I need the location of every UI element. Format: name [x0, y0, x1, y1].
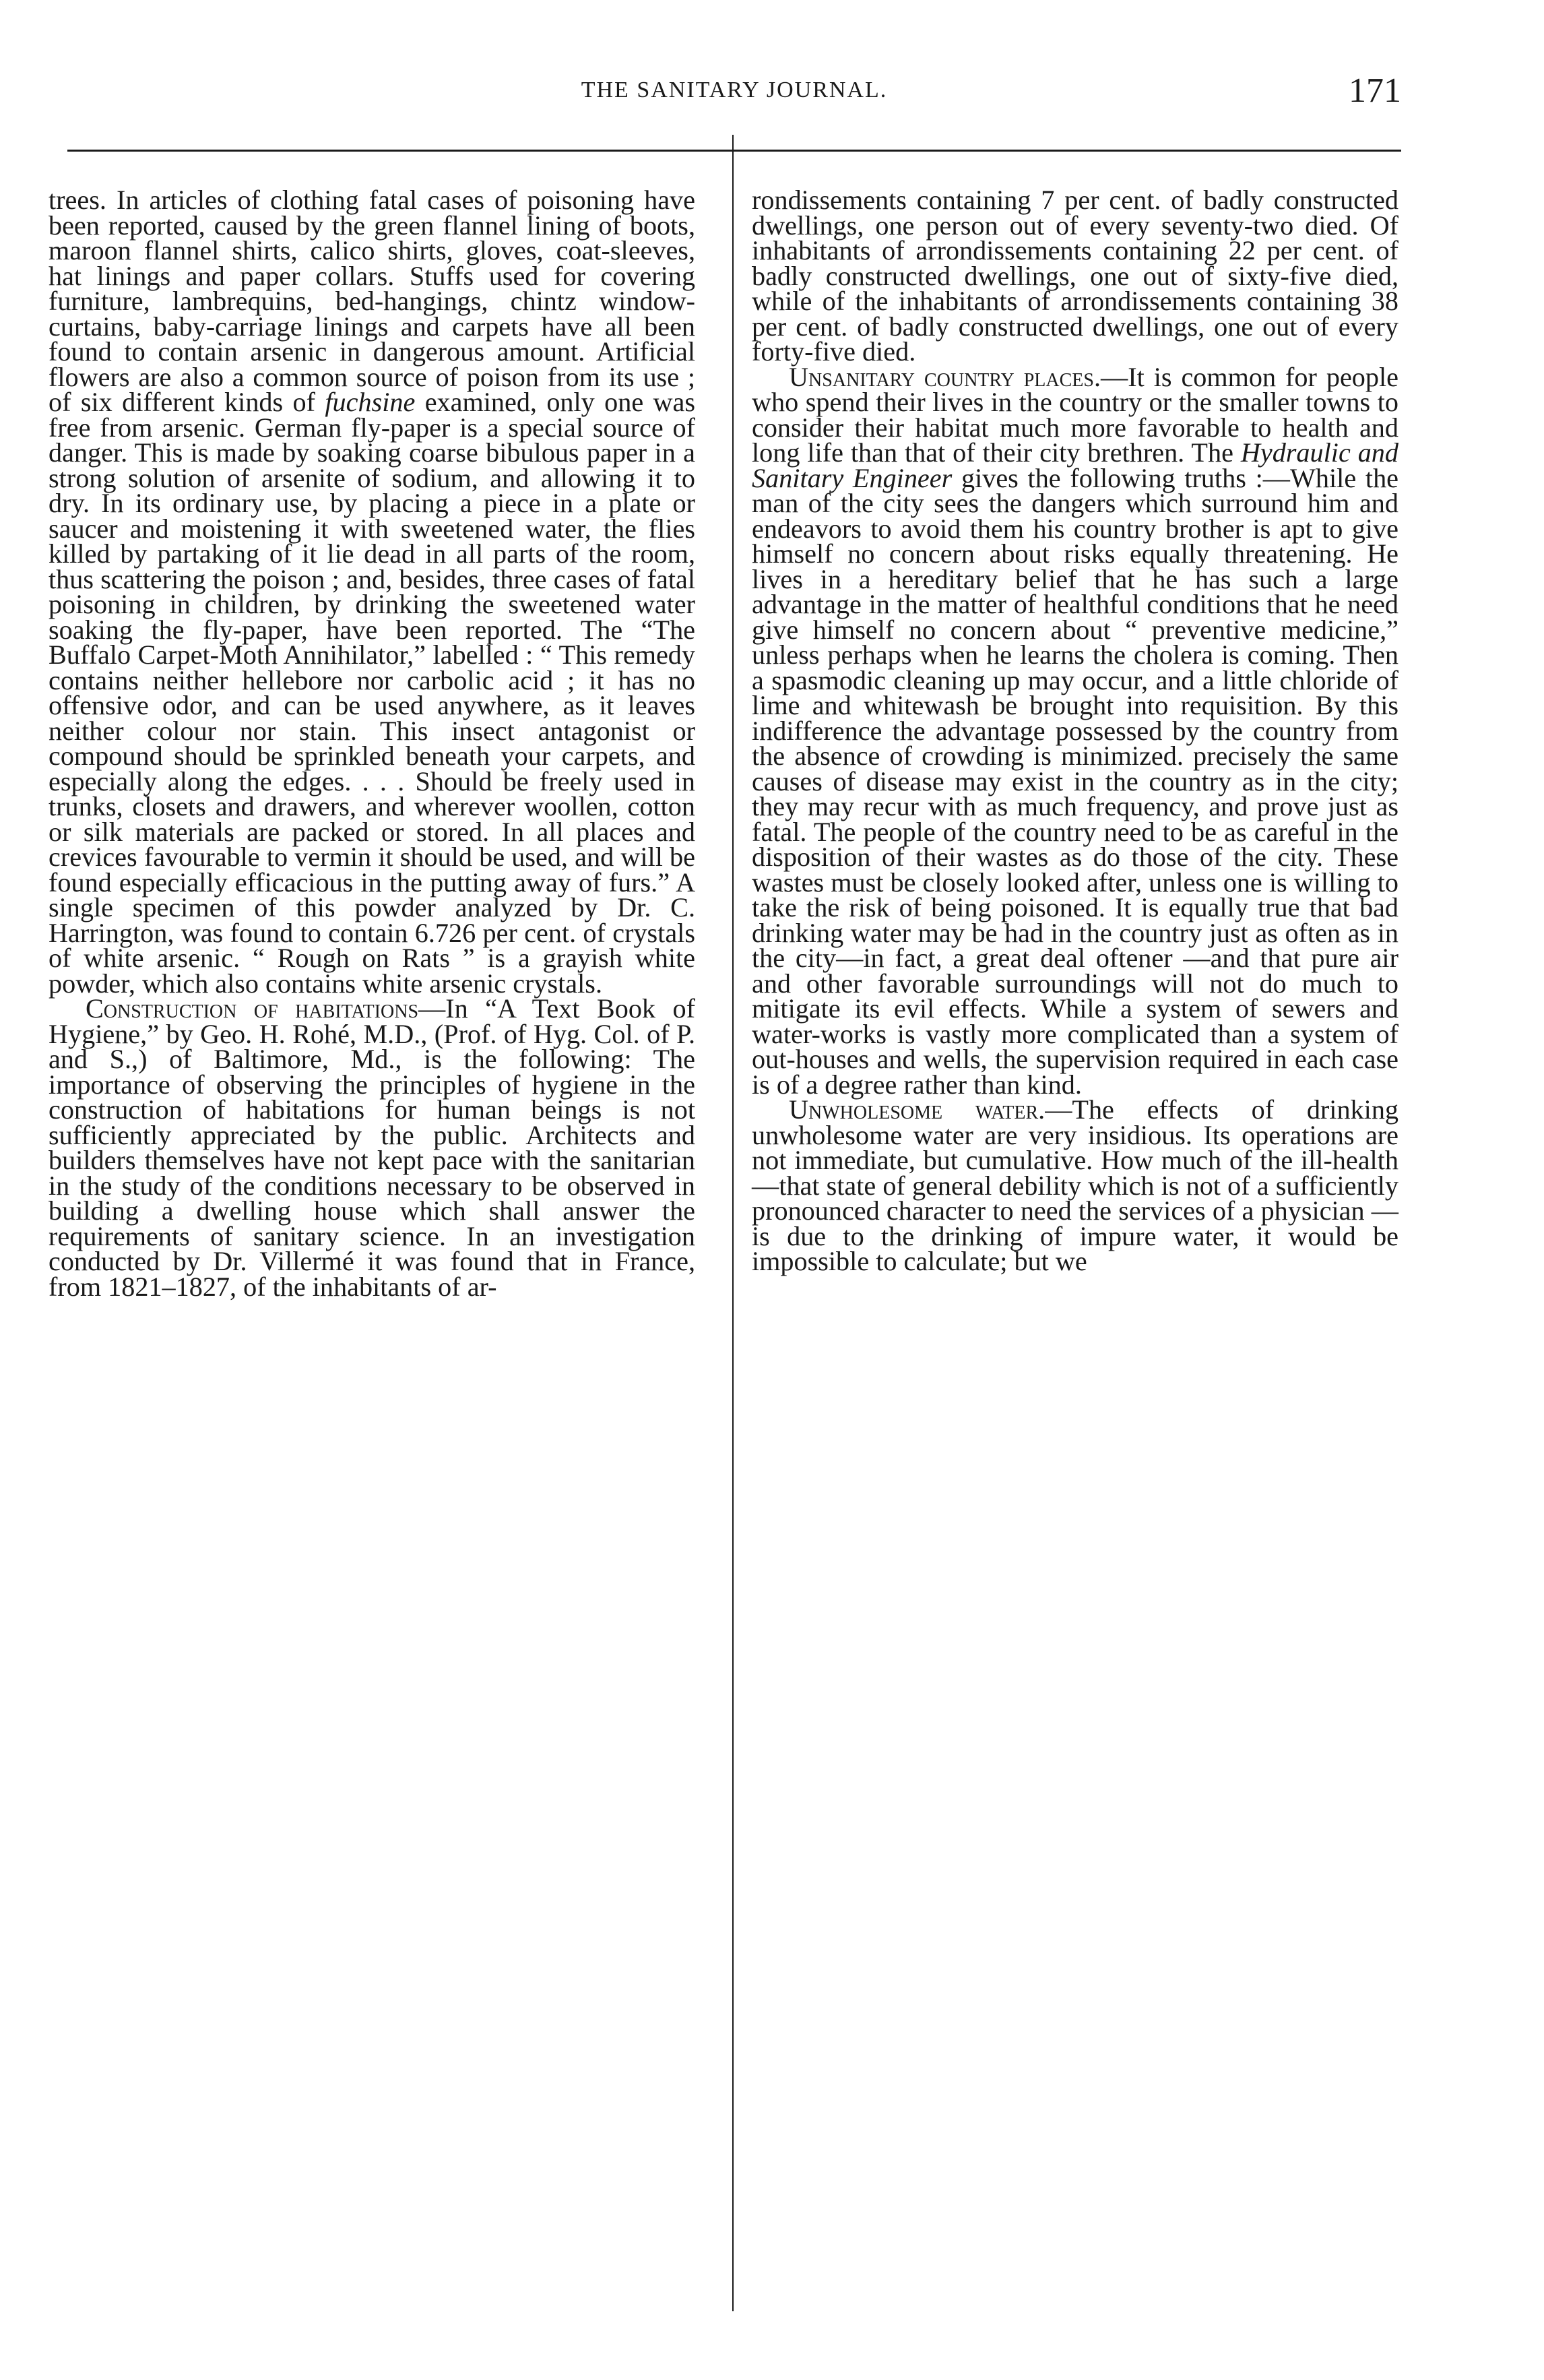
- paragraph-text: rondissements containing 7 per cent. of badly constructed dwellings, one person out of every seventy-two died. Of inhabitants of arrondissements containing 22 per cent. of badly constructed dwellings, one out of sixty-five died, while of the inhabitants of arrondissements containing 38 per cent. of badly constructed dwellings, one out of every forty-five died.: [752, 185, 1398, 367]
- section-heading: Unsanitary country places.: [789, 361, 1101, 392]
- paragraph: [49, 993, 695, 1302]
- paragraph: [752, 187, 1398, 365]
- section-heading: Construction of habitations: [86, 993, 419, 1024]
- paragraph-text: gives the following truths :—While the man of the city sees the dangers which surround him and endeavors to avoid them his country brother is apt to give himself no concern about risks equally threatening. He lives in a hereditary belief that he has such a large advantage in the matter of healthful conditions that he need give himself no concern about “ preventive medicine,” unless perhaps when he learns the cholera is coming. Then a spasmodic cleaning up may occur, and a little chloride of lime and whitewash be brought into requisition. By this indifference the advantage possessed by the country from the absence of crowding is minimized. precisely the same causes of disease may exist in the country as in the city; they may recur with as much frequency, and prove just as fatal. The people of the country need to be as careful in the disposition of their wastes as do those of the city. These wastes must be closely looked after, unless one is willing to take the risk of being poisoned. It is equally true that bad drinking water may be had in the country just as often as in the city—in fact, a great deal oftener —and that pure air and other favorable surroundings will not do much to mitigate its evil effects. While a system of sewers and water-works is vastly more complicated than a system of out-houses and wells, the supervision required in each case is of a degree rather than kind.: [752, 462, 1399, 1100]
- header-rule: [67, 150, 1401, 152]
- italic-title: Hydraulic and Sanitary Engineer: [752, 437, 1398, 493]
- section-heading: Unwholesome water.: [789, 1094, 1046, 1125]
- paragraph-text: —It is common for people who spend their lives in the country or the smaller towns to consider their habitat much more favorable to health and long life than that of their city brethren. The: [752, 361, 1398, 468]
- running-title: THE SANITARY JOURNAL.: [581, 77, 888, 102]
- paragraph: [752, 1094, 1399, 1276]
- italic-term: fuchsine: [325, 387, 416, 417]
- paragraph-text: trees. In articles of clothing fatal cases of poisoning have been reported, caused by the green flannel lining of boots, maroon flannel shirts, calico shirts, gloves, coat-sleeves, hat linings and paper collars. Stuffs used for covering furniture, lambrequins, bed-hangings, chintz window-curtains, baby-carriage linings and carpets have all been found to contain arsenic in dangerous amount. Artificial flowers are also a common source of poison from its use ; of six different kinds of: [49, 185, 695, 417]
- page-number: 171: [1349, 71, 1401, 110]
- column-divider: [732, 135, 734, 2311]
- paragraph: [752, 361, 1399, 1100]
- right-column: [752, 187, 1398, 1274]
- paragraph-text: examined, only one was free from arsenic. German fly-paper is a special source of danger. This is made by soaking coarse bibulous paper in a strong solution of arsenite of sodium, and allowing it to dry. In its ordinary use, by placing a piece in a plate or saucer and moistening it with sweetened water, the flies killed by partaking of it lie dead in all parts of the room, thus scattering the poison ; and, besides, three cases of fatal poisoning in children, by drinking the sweetened water soaking the fly-paper, have been reported. The “The Buffalo Carpet-Moth Annihilator,” labelled : “ This remedy contains neither hellebore nor carbolic acid ; it has no offensive odor, and can be used anywhere, as it leaves neither colour nor stain. This insect antagonist or compound should be sprinkled beneath your carpets, and especially along the edges. . . . Should be freely used in trunks, closets and drawers, and wherever woollen, cotton or silk materials are packed or stored. In all places and crevices favourable to vermin it should be used, and will be found especially efficacious in the putting away of furs.” A single specimen of this powder analyzed by Dr. C. Harrington, was found to contain 6.726 per cent. of crystals of white arsenic. “ Rough on Rats ” is a grayish white powder, which also contains white arsenic crystals.: [49, 387, 696, 999]
- page-header: [67, 71, 1401, 118]
- paragraph-text: —In “A Text Book of Hygiene,” by Geo. H. Rohé, M.D., (Prof. of Hyg. Col. of P. and S.,) of Baltimore, Md., is the following: The importance of observing the principles of hygiene in the construction of habitations for human beings is not sufficiently appreciated by the public. Architects and builders themselves have not kept pace with the sanitarian in the study of the conditions necessary to be observed in building a dwelling house which shall answer the requirements of sanitary science. In an investigation conducted by Dr. Villermé it was found that in France, from 1821–1827, of the inhabitants of ar-: [49, 993, 695, 1302]
- paragraph-text: —The effects of drinking unwholesome water are very insidious. Its operations are not immediate, but cumulative. How much of the ill-health —that state of general debility which is not of a sufficiently pronounced character to need the services of a physician —is due to the drinking of impure water, it would be impossible to calculate; but we: [752, 1094, 1399, 1276]
- left-column: [49, 185, 696, 1302]
- paragraph: [49, 185, 696, 999]
